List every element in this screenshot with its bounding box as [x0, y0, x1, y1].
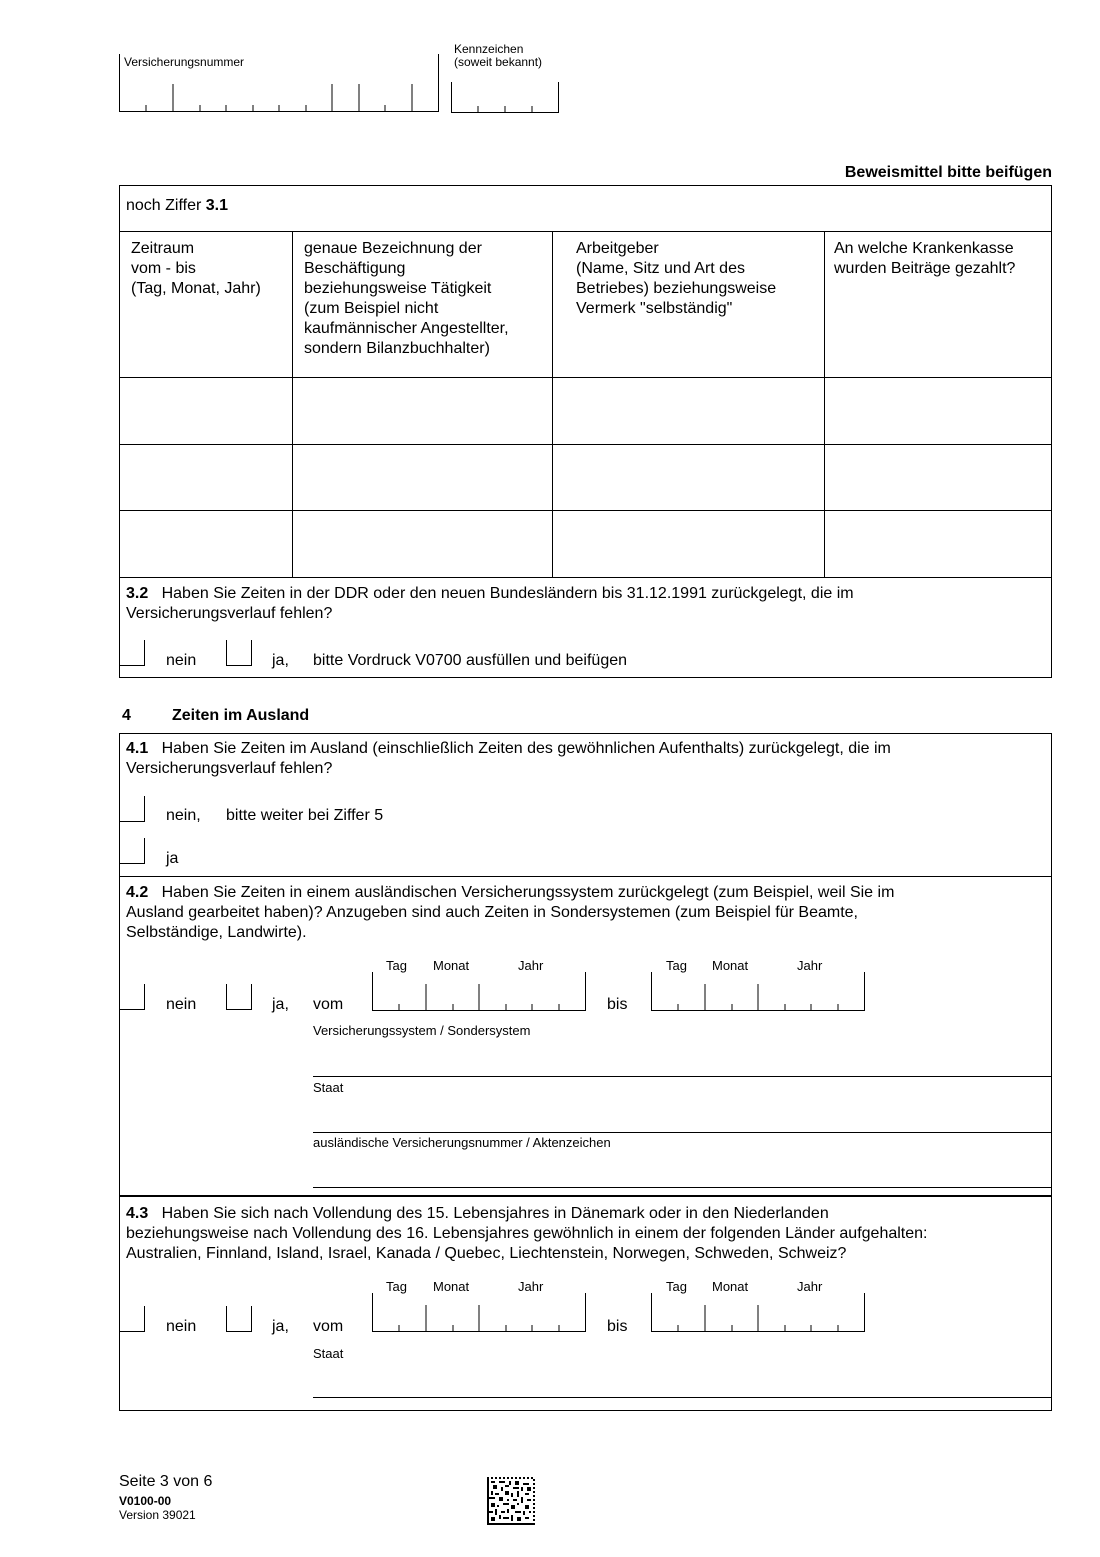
label-monat: Monat: [433, 1279, 470, 1294]
checkbox-3-2-ja[interactable]: [226, 640, 252, 666]
label-staat: Staat: [313, 1346, 344, 1361]
kennzeichen-label-1: Kennzeichen: [454, 42, 524, 56]
label-jahr: Jahr: [797, 1279, 823, 1294]
form-version: Version 39021: [119, 1508, 196, 1522]
label-jahr: Jahr: [518, 1279, 544, 1294]
column-header-krankenkasse: An welche Krankenkasse wurden Beiträge gezahlt?: [834, 240, 1016, 277]
hint-3-2-ja: bitte Vordruck V0700 ausfüllen und beifügen: [313, 652, 628, 669]
versicherungsnummer-label: Versicherungsnummer: [124, 55, 245, 69]
label-3-2-nein: nein: [166, 652, 197, 669]
label-vom: vom: [313, 1318, 344, 1335]
checkbox-4-2-ja[interactable]: [226, 984, 252, 1010]
label-4-2-nein: nein: [166, 996, 197, 1013]
checkbox-4-1-nein[interactable]: [119, 796, 145, 822]
date-from-field[interactable]: [372, 1293, 586, 1333]
question-4-1: 4.1 Haben Sie Zeiten im Ausland (einschließlich Zeiten des gewöhnlichen Aufenthalts) zurückgelegt, die im Versicherungsverlauf fehlen?: [126, 740, 891, 777]
table-cell-input[interactable]: [825, 445, 1051, 510]
checkbox-3-2-nein[interactable]: [119, 640, 145, 666]
table-row-divider: [119, 577, 1052, 578]
label-monat: Monat: [712, 958, 749, 973]
label-jahr: Jahr: [518, 958, 544, 973]
label-tag: Tag: [666, 1279, 687, 1294]
section-4-title: Zeiten im Ausland: [172, 707, 310, 724]
label-tag: Tag: [666, 958, 687, 973]
date-from-field[interactable]: [372, 972, 586, 1012]
table-cell-input[interactable]: [293, 378, 552, 444]
input-auslaendische-nummer[interactable]: [313, 1187, 1052, 1188]
beweismittel-note: Beweismittel bitte beifügen: [844, 164, 1052, 181]
table-cell-input[interactable]: [120, 445, 292, 510]
table-cell-input[interactable]: [825, 511, 1051, 577]
label-4-1-nein: nein,: [166, 807, 201, 824]
label-4-1-ja: ja: [166, 850, 179, 867]
datamatrix-barcode-icon: [487, 1477, 535, 1525]
checkbox-4-1-ja[interactable]: [119, 838, 145, 864]
question-4-2: 4.2 Haben Sie Zeiten in einem ausländischen Versicherungssystem zurückgelegt (zum Beispiel, weil Sie im Ausland gearbeitet haben)? Anzugeben sind auch Zeiten in Sondersystemen (zum Beispiel für Beamte, Selbständige, Landwirte).: [126, 884, 895, 941]
column-header-bezeichnung: genaue Bezeichnung der Beschäftigung beziehungsweise Tätigkeit (zum Beispiel nicht kaufmännischer Angestellter, sondern Bilanzbuchhalter): [304, 240, 509, 357]
label-4-3-ja: ja,: [272, 1318, 289, 1335]
section-4-number: 4: [122, 707, 131, 724]
divider: [119, 231, 1052, 232]
form-code: V0100-00: [119, 1494, 172, 1508]
label-bis: bis: [607, 1318, 628, 1335]
label-versicherungssystem: Versicherungssystem / Sondersystem: [313, 1023, 531, 1038]
column-header-arbeitgeber: Arbeitgeber (Name, Sitz und Art des Betriebes) beziehungsweise Vermerk "selbständig": [576, 240, 777, 317]
table-cell-input[interactable]: [120, 511, 292, 577]
label-auslaendische-nummer: ausländische Versicherungsnummer / Aktenzeichen: [313, 1135, 611, 1150]
table-cell-input[interactable]: [553, 511, 824, 577]
date-to-field[interactable]: [651, 1293, 865, 1333]
table-cell-input[interactable]: [553, 445, 824, 510]
table-cell-input[interactable]: [825, 378, 1051, 444]
page-number: Seite 3 von 6: [119, 1473, 213, 1490]
date-to-field[interactable]: [651, 972, 865, 1012]
input-staat[interactable]: [313, 1397, 1052, 1398]
input-versicherungssystem[interactable]: [313, 1076, 1052, 1077]
question-3-2: 3.2 Haben Sie Zeiten in der DDR oder den neuen Bundesländern bis 31.12.1991 zurückgelegt, die im Versicherungsverlauf fehlen?: [126, 585, 854, 622]
table-cell-input[interactable]: [120, 378, 292, 444]
label-4-2-ja: ja,: [272, 996, 289, 1013]
label-4-3-nein: nein: [166, 1318, 197, 1335]
input-staat[interactable]: [313, 1132, 1052, 1133]
table-title: noch Ziffer 3.1: [126, 197, 228, 214]
label-tag: Tag: [386, 1279, 407, 1294]
kennzeichen-field[interactable]: [451, 82, 559, 114]
label-monat: Monat: [712, 1279, 749, 1294]
label-staat: Staat: [313, 1080, 344, 1095]
kennzeichen-label-2: (soweit bekannt): [454, 55, 543, 69]
label-3-2-ja: ja,: [272, 652, 289, 669]
label-bis: bis: [607, 996, 628, 1013]
checkbox-4-2-nein[interactable]: [119, 984, 145, 1010]
checkbox-4-3-ja[interactable]: [226, 1306, 252, 1332]
table-cell-input[interactable]: [293, 445, 552, 510]
label-monat: Monat: [433, 958, 470, 973]
table-cell-input[interactable]: [293, 511, 552, 577]
label-tag: Tag: [386, 958, 407, 973]
question-4-3: 4.3 Haben Sie sich nach Vollendung des 15. Lebensjahres in Dänemark oder in den Niederlanden beziehungsweise nach Vollendung des 16. Lebensjahres gewöhnlich in einem der folgenden Länder aufgehalten: Australien, Finnland, Island, Israel, Kanada / Quebec, Liechtenstein, Norwegen, Schweden, Schweiz?: [126, 1205, 928, 1262]
hint-4-1-nein: bitte weiter bei Ziffer 5: [226, 807, 384, 824]
checkbox-4-3-nein[interactable]: [119, 1306, 145, 1332]
table-cell-input[interactable]: [553, 378, 824, 444]
column-header-zeitraum: Zeitraum vom - bis (Tag, Monat, Jahr): [131, 240, 261, 297]
label-vom: vom: [313, 996, 344, 1013]
label-jahr: Jahr: [797, 958, 823, 973]
versicherungsnummer-field[interactable]: [119, 52, 439, 114]
